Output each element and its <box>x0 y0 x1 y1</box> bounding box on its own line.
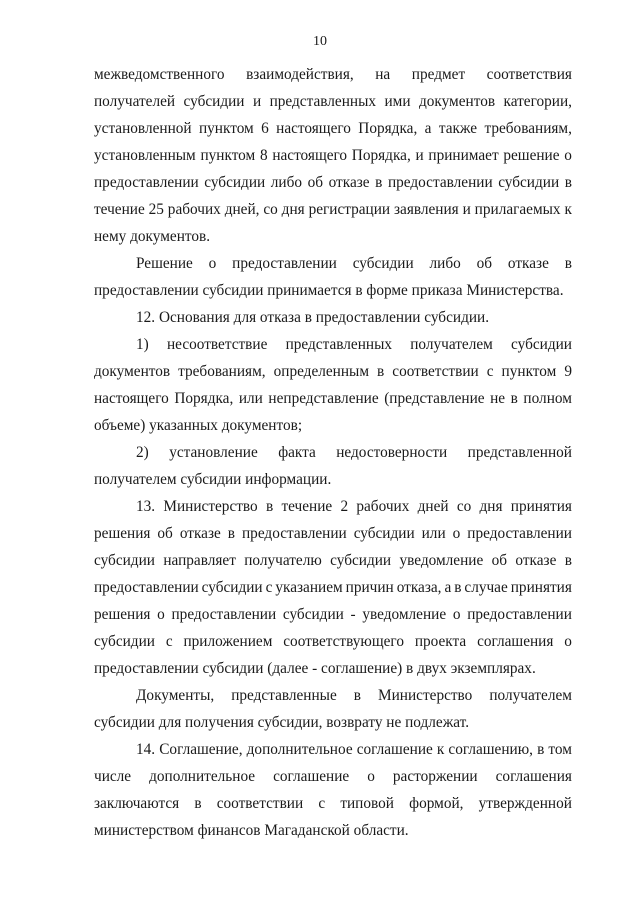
paragraph-12 <box>94 304 572 331</box>
text-line: нему документов. <box>94 228 211 245</box>
text-line: установленным пунктом 8 настоящего Порядка, и принимает решение о <box>94 147 572 164</box>
paragraph-13 <box>94 493 572 682</box>
text-line: настоящего Порядка, или непредставление (представление не в полном <box>94 390 572 407</box>
text-line: субсидии для получения субсидии, возврату не подлежат. <box>94 714 470 731</box>
text-line: 14. Соглашение, дополнительное соглашение к соглашению, в том <box>136 741 572 758</box>
text-line: предоставлении субсидии принимается в форме приказа Министерства. <box>94 282 564 299</box>
paragraph-14 <box>94 736 572 844</box>
text-line: министерством финансов Магаданской области. <box>94 822 409 839</box>
text-line: Решение о предоставлении субсидии либо об отказе в <box>136 255 572 272</box>
text-line: межведомственного взаимодействия, на предмет соответствия <box>94 66 572 83</box>
text-line: 13. Министерство в течение 2 рабочих дней со дня принятия <box>136 498 572 515</box>
text-line: получателей субсидии и представленных ими документов категории, <box>94 93 572 110</box>
text-line: 1) несоответствие представленных получателем субсидии <box>136 336 572 353</box>
text-line: предоставлении субсидии с указанием причин отказа, а в случае принятия <box>94 579 572 596</box>
text-line: документов требованиям, определенным в соответствии с пунктом 9 <box>94 363 572 380</box>
paragraph-documents-not-returned <box>94 682 572 736</box>
text-line: решения об отказе в предоставлении субсидии или о предоставлении <box>94 525 572 542</box>
paragraph-12-item-1 <box>94 331 572 439</box>
page-number: 10 <box>313 34 327 49</box>
text-line: предоставлении субсидии либо об отказе в предоставлении субсидии в <box>94 174 572 191</box>
text-line: субсидии с приложением соответствующего проекта соглашения о <box>94 633 572 650</box>
text-line: 2) установление факта недостоверности представленной <box>136 444 572 461</box>
paragraph-decision-form <box>94 250 572 304</box>
text-line: заключаются в соответствии с типовой формой, утвержденной <box>94 795 572 812</box>
body-text <box>94 61 572 844</box>
text-line: объеме) указанных документов; <box>94 417 303 434</box>
text-line: числе дополнительное соглашение о расторжении соглашения <box>94 768 572 785</box>
text-line: получателем субсидии информации. <box>94 471 332 488</box>
text-line: течение 25 рабочих дней, со дня регистрации заявления и прилагаемых к <box>94 201 572 218</box>
paragraph-12-item-2 <box>94 439 572 493</box>
text-line: предоставлении субсидии (далее - соглашение) в двух экземплярах. <box>94 660 536 677</box>
text-line: Документы, представленные в Министерство получателем <box>136 687 572 704</box>
text-line: установленной пунктом 6 настоящего Порядка, а также требованиям, <box>94 120 572 137</box>
text-line: субсидии направляет получателю субсидии уведомление об отказе в <box>94 552 572 569</box>
text-line: решения о предоставлении субсидии - уведомление о предоставлении <box>94 606 572 623</box>
text-line: 12. Основания для отказа в предоставлении субсидии. <box>136 309 490 326</box>
paragraph-11-continuation <box>94 61 572 250</box>
